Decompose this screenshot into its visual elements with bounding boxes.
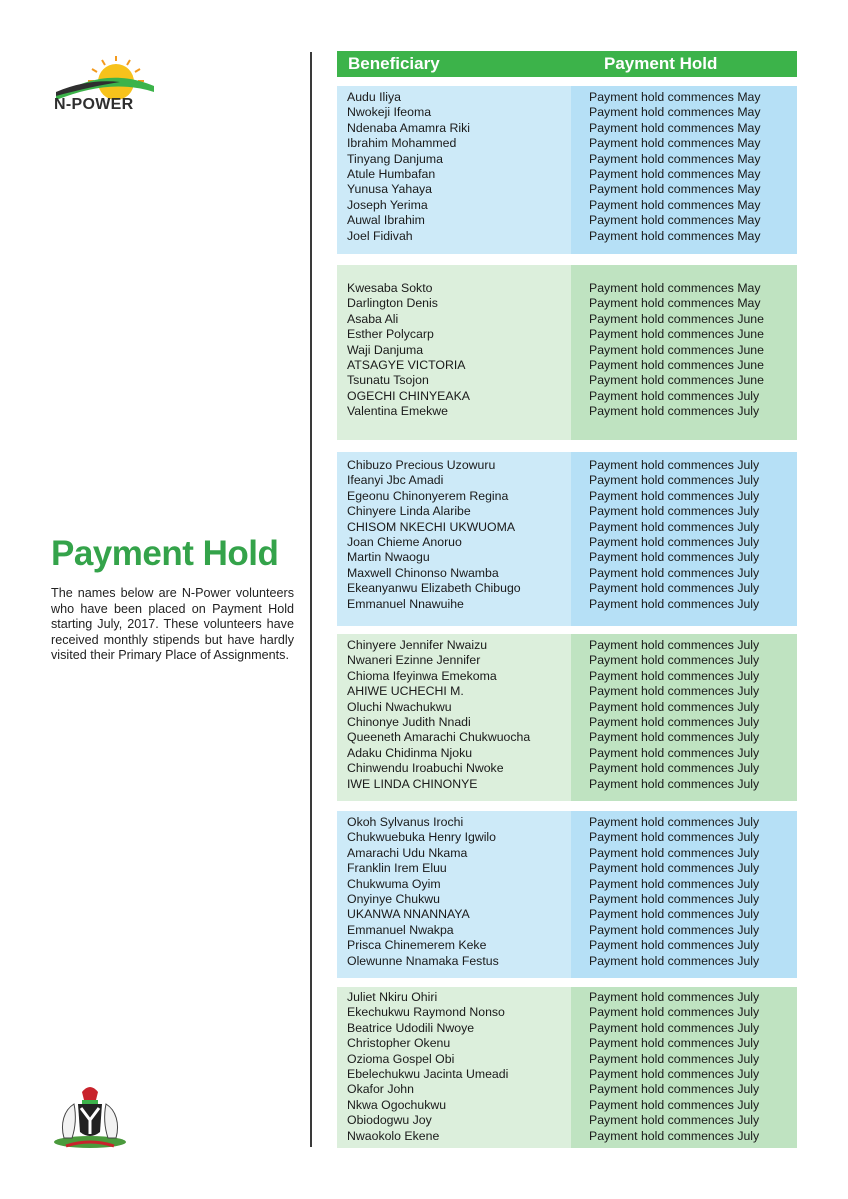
- payment-hold-status: Payment hold commences July: [589, 638, 760, 652]
- payment-hold-status: Payment hold commences July: [589, 891, 760, 906]
- payment-hold-status: Payment hold commences July: [589, 730, 760, 745]
- payment-hold-status: Payment hold commences July: [589, 458, 760, 472]
- beneficiary-name: Adaku Chidinma Njoku: [347, 745, 473, 760]
- payment-hold-status: Payment hold commences May: [589, 151, 761, 166]
- payment-hold-status: Payment hold commences July: [589, 1082, 760, 1097]
- payment-hold-status: Payment hold commences May: [589, 213, 761, 228]
- logo-text: N-POWER: [54, 96, 134, 113]
- table-row: [337, 358, 797, 373]
- beneficiary-name: Tinyang Danjuma: [347, 151, 443, 166]
- payment-hold-status: Payment hold commences June: [589, 327, 764, 342]
- beneficiary-name: Waji Danjuma: [347, 342, 424, 357]
- table-row: [337, 296, 797, 311]
- beneficiary-name: Ekeanyanwu Elizabeth Chibugo: [347, 581, 521, 596]
- beneficiary-name: Joseph Yerima: [347, 197, 428, 212]
- table-row: [337, 213, 797, 228]
- beneficiary-name: Kwesaba Sokto: [347, 281, 433, 295]
- payment-hold-status: Payment hold commences May: [589, 281, 761, 295]
- beneficiary-name: Ebelechukwu Jacinta Umeadi: [347, 1066, 509, 1081]
- group-6: [337, 987, 797, 1148]
- beneficiary-name: Martin Nwaogu: [347, 550, 430, 565]
- beneficiary-name: Chukwuma Oyim: [347, 876, 441, 891]
- table-row: [337, 669, 797, 684]
- beneficiary-name: Chinyere Jennifer Nwaizu: [347, 638, 488, 652]
- payment-hold-status: Payment hold commences July: [589, 876, 760, 891]
- payment-hold-status: Payment hold commences May: [589, 228, 761, 243]
- beneficiary-name: Obiodogwu Joy: [347, 1113, 432, 1128]
- beneficiary-name: Ndenaba Amamra Riki: [347, 120, 471, 135]
- table-row: [337, 1021, 797, 1036]
- payment-hold-status: Payment hold commences May: [589, 120, 761, 135]
- group-2: [337, 265, 797, 440]
- payment-hold-status: Payment hold commences July: [589, 1128, 760, 1143]
- table-row: [337, 550, 797, 565]
- beneficiary-name: Christopher Okenu: [347, 1036, 451, 1051]
- beneficiary-name: Yunusa Yahaya: [347, 182, 433, 197]
- payment-hold-status: Payment hold commences July: [589, 519, 760, 534]
- payment-hold-status: Payment hold commences July: [589, 565, 760, 580]
- beneficiary-name: Chioma Ifeyinwa Emekoma: [347, 668, 497, 683]
- beneficiary-name: Audu Iliya: [347, 90, 402, 104]
- table-row: [337, 1052, 797, 1067]
- payment-hold-status: Payment hold commences July: [589, 488, 760, 503]
- payment-hold-status: Payment hold commences July: [589, 922, 760, 937]
- payment-hold-status: Payment hold commences June: [589, 357, 764, 372]
- table-row: [337, 815, 797, 830]
- table-row: [337, 1036, 797, 1051]
- payment-hold-status: Payment hold commences July: [589, 404, 760, 419]
- payment-hold-status: Payment hold commences July: [589, 699, 760, 714]
- table-row: [337, 404, 797, 419]
- payment-hold-status: Payment hold commences July: [589, 504, 760, 519]
- beneficiary-name: Darlington Denis: [347, 296, 438, 311]
- table-header: [337, 51, 797, 77]
- table-row: [337, 597, 797, 612]
- payment-hold-status: Payment hold commences May: [589, 136, 761, 151]
- table-row: [337, 327, 797, 342]
- table-row: [337, 892, 797, 907]
- payment-hold-status: Payment hold commences July: [589, 953, 760, 968]
- table-row: [337, 715, 797, 730]
- group-3: [337, 452, 797, 626]
- table-row: [337, 136, 797, 151]
- beneficiary-name: Chinwendu Iroabuchi Nwoke: [347, 761, 504, 776]
- beneficiary-name: Egeonu Chinonyerem Regina: [347, 488, 509, 503]
- table-row: [337, 504, 797, 519]
- table-row: [337, 846, 797, 861]
- table-row: [337, 473, 797, 488]
- beneficiary-name: Esther Polycarp: [347, 327, 434, 342]
- table-row: [337, 489, 797, 504]
- payment-hold-status: Payment hold commences July: [589, 745, 760, 760]
- table-row: [337, 581, 797, 596]
- vertical-divider: [310, 52, 312, 1147]
- beneficiary-name: Tsunatu Tsojon: [347, 373, 429, 388]
- page-title: Payment Hold: [51, 534, 279, 573]
- beneficiary-name: Nwaokolo Ekene: [347, 1128, 440, 1143]
- beneficiary-name: Franklin Irem Eluu: [347, 861, 447, 876]
- table-row: [337, 535, 797, 550]
- table-row: [337, 1005, 797, 1020]
- table-row: [337, 373, 797, 388]
- table-row: [337, 761, 797, 776]
- payment-hold-status: Payment hold commences July: [589, 653, 760, 668]
- table-row: [337, 1113, 797, 1128]
- beneficiary-name: UKANWA NNANNAYA: [347, 907, 470, 922]
- payment-hold-column-header: Payment Hold: [604, 54, 718, 73]
- table-row: [337, 182, 797, 197]
- description-text: The names below are N-Power volunteers who have been placed on Payment Hold starting July, 2017. These volunteers have received monthly stipends but have hardly visited their Primary Place of Assignments.: [51, 586, 294, 662]
- payment-hold-status: Payment hold commences May: [589, 296, 761, 311]
- table-row: [337, 229, 797, 244]
- beneficiary-name: Ibrahim Mohammed: [347, 136, 457, 151]
- payment-hold-status: Payment hold commences July: [589, 907, 760, 922]
- table-row: [337, 938, 797, 953]
- beneficiary-name: Joel Fidivah: [347, 228, 413, 243]
- beneficiary-name: Okoh Sylvanus Irochi: [347, 815, 464, 829]
- payment-hold-status: Payment hold commences May: [589, 90, 761, 104]
- payment-hold-status: Payment hold commences July: [589, 776, 760, 791]
- table-row: [337, 105, 797, 120]
- payment-hold-status: Payment hold commences July: [589, 830, 760, 845]
- payment-hold-status: Payment hold commences July: [589, 388, 760, 403]
- table-row: [337, 389, 797, 404]
- payment-hold-status: Payment hold commences May: [589, 166, 761, 181]
- beneficiary-name: Ifeanyi Jbc Amadi: [347, 473, 444, 488]
- beneficiary-name: Queeneth Amarachi Chukwuocha: [347, 730, 531, 745]
- beneficiary-name: Juliet Nkiru Ohiri: [347, 990, 438, 1004]
- table-row: [337, 1129, 797, 1144]
- beneficiary-name: Chinyere Linda Alaribe: [347, 504, 471, 519]
- group-4: [337, 634, 797, 801]
- beneficiary-name: Ekechukwu Raymond Nonso: [347, 1005, 505, 1020]
- beneficiary-name: CHISOM NKECHI UKWUOMA: [347, 519, 516, 534]
- group-5: [337, 811, 797, 978]
- table-row: [337, 167, 797, 182]
- payment-hold-status: Payment hold commences July: [589, 596, 760, 611]
- payment-hold-status: Payment hold commences June: [589, 311, 764, 326]
- payment-hold-status: Payment hold commences July: [589, 550, 760, 565]
- payment-hold-status: Payment hold commences July: [589, 761, 760, 776]
- beneficiary-name: Nkwa Ogochukwu: [347, 1097, 447, 1112]
- beneficiary-name: Chukwuebuka Henry Igwilo: [347, 830, 497, 845]
- table-row: [337, 877, 797, 892]
- beneficiary-name: OGECHI CHINYEAKA: [347, 388, 470, 403]
- payment-hold-status: Payment hold commences July: [589, 534, 760, 549]
- table-row: [337, 312, 797, 327]
- payment-hold-status: Payment hold commences July: [589, 1097, 760, 1112]
- table-row: [337, 990, 797, 1005]
- table-row: [337, 343, 797, 358]
- payment-hold-status: Payment hold commences July: [589, 668, 760, 683]
- beneficiary-name: Emmanuel Nnawuihe: [347, 596, 464, 611]
- table-row: [337, 90, 797, 105]
- table-row: [337, 1098, 797, 1113]
- payment-hold-status: Payment hold commences July: [589, 714, 760, 729]
- beneficiary-name: Atule Humbafan: [347, 166, 436, 181]
- table-row: [337, 684, 797, 699]
- table-row: [337, 1082, 797, 1097]
- table-row: [337, 121, 797, 136]
- coat-of-arms-icon: [50, 1080, 130, 1150]
- beneficiary-name: Okafor John: [347, 1082, 414, 1097]
- beneficiary-name: Beatrice Udodili Nwoye: [347, 1020, 475, 1035]
- beneficiary-name: Chibuzo Precious Uzowuru: [347, 458, 496, 472]
- payment-hold-status: Payment hold commences July: [589, 990, 760, 1004]
- table-row: [337, 281, 797, 296]
- table-row: [337, 458, 797, 473]
- payment-hold-status: Payment hold commences May: [589, 197, 761, 212]
- payment-hold-status: Payment hold commences July: [589, 845, 760, 860]
- payment-hold-status: Payment hold commences July: [589, 1036, 760, 1051]
- payment-hold-status: Payment hold commences July: [589, 1051, 760, 1066]
- payment-hold-status: Payment hold commences July: [589, 1113, 760, 1128]
- payment-hold-status: Payment hold commences July: [589, 861, 760, 876]
- payment-hold-status: Payment hold commences May: [589, 105, 761, 120]
- payment-hold-status: Payment hold commences July: [589, 938, 760, 953]
- table-row: [337, 198, 797, 213]
- beneficiary-column-header: Beneficiary: [348, 54, 440, 73]
- beneficiary-name: Nwokeji Ifeoma: [347, 105, 432, 120]
- beneficiary-name: Ozioma Gospel Obi: [347, 1051, 455, 1066]
- sun-logo-icon: [50, 52, 160, 102]
- table-row: [337, 907, 797, 922]
- beneficiary-name: Amarachi Udu Nkama: [347, 845, 468, 860]
- table-row: [337, 923, 797, 938]
- payment-hold-status: Payment hold commences June: [589, 373, 764, 388]
- beneficiary-name: Maxwell Chinonso Nwamba: [347, 565, 499, 580]
- table-row: [337, 520, 797, 535]
- table-row: [337, 152, 797, 167]
- beneficiary-name: Joan Chieme Anoruo: [347, 534, 462, 549]
- beneficiary-name: Asaba Ali: [347, 311, 399, 326]
- beneficiary-name: Emmanuel Nwakpa: [347, 922, 454, 937]
- beneficiary-name: AHIWE UCHECHI M.: [347, 684, 464, 699]
- table-row: [337, 566, 797, 581]
- beneficiary-name: Auwal Ibrahim: [347, 213, 425, 228]
- beneficiary-name: Prisca Chinemerem Keke: [347, 938, 487, 953]
- payment-hold-status: Payment hold commences July: [589, 473, 760, 488]
- beneficiary-name: Valentina Emekwe: [347, 404, 448, 419]
- payment-hold-status: Payment hold commences July: [589, 684, 760, 699]
- table-row: [337, 746, 797, 761]
- payment-hold-status: Payment hold commences June: [589, 342, 764, 357]
- table-row: [337, 653, 797, 668]
- beneficiary-name: Chinonye Judith Nnadi: [347, 714, 471, 729]
- beneficiary-name: Oluchi Nwachukwu: [347, 699, 452, 714]
- payment-hold-status: Payment hold commences July: [589, 1005, 760, 1020]
- table-row: [337, 700, 797, 715]
- beneficiary-name: Onyinye Chukwu: [347, 891, 440, 906]
- table-row: [337, 1067, 797, 1082]
- payment-hold-status: Payment hold commences May: [589, 182, 761, 197]
- payment-hold-status: Payment hold commences July: [589, 1020, 760, 1035]
- table-row: [337, 638, 797, 653]
- group-1: [337, 86, 797, 254]
- npower-logo: [50, 52, 160, 122]
- payment-hold-status: Payment hold commences July: [589, 1066, 760, 1081]
- table-row: [337, 777, 797, 792]
- table-row: [337, 830, 797, 845]
- table-row: [337, 954, 797, 969]
- table-row: [337, 861, 797, 876]
- payment-hold-status: Payment hold commences July: [589, 815, 760, 829]
- beneficiary-name: ATSAGYE VICTORIA: [347, 357, 466, 372]
- beneficiary-name: IWE LINDA CHINONYE: [347, 776, 478, 791]
- beneficiary-name: Olewunne Nnamaka Festus: [347, 953, 499, 968]
- beneficiary-name: Nwaneri Ezinne Jennifer: [347, 653, 481, 668]
- table-row: [337, 730, 797, 745]
- payment-hold-status: Payment hold commences July: [589, 581, 760, 596]
